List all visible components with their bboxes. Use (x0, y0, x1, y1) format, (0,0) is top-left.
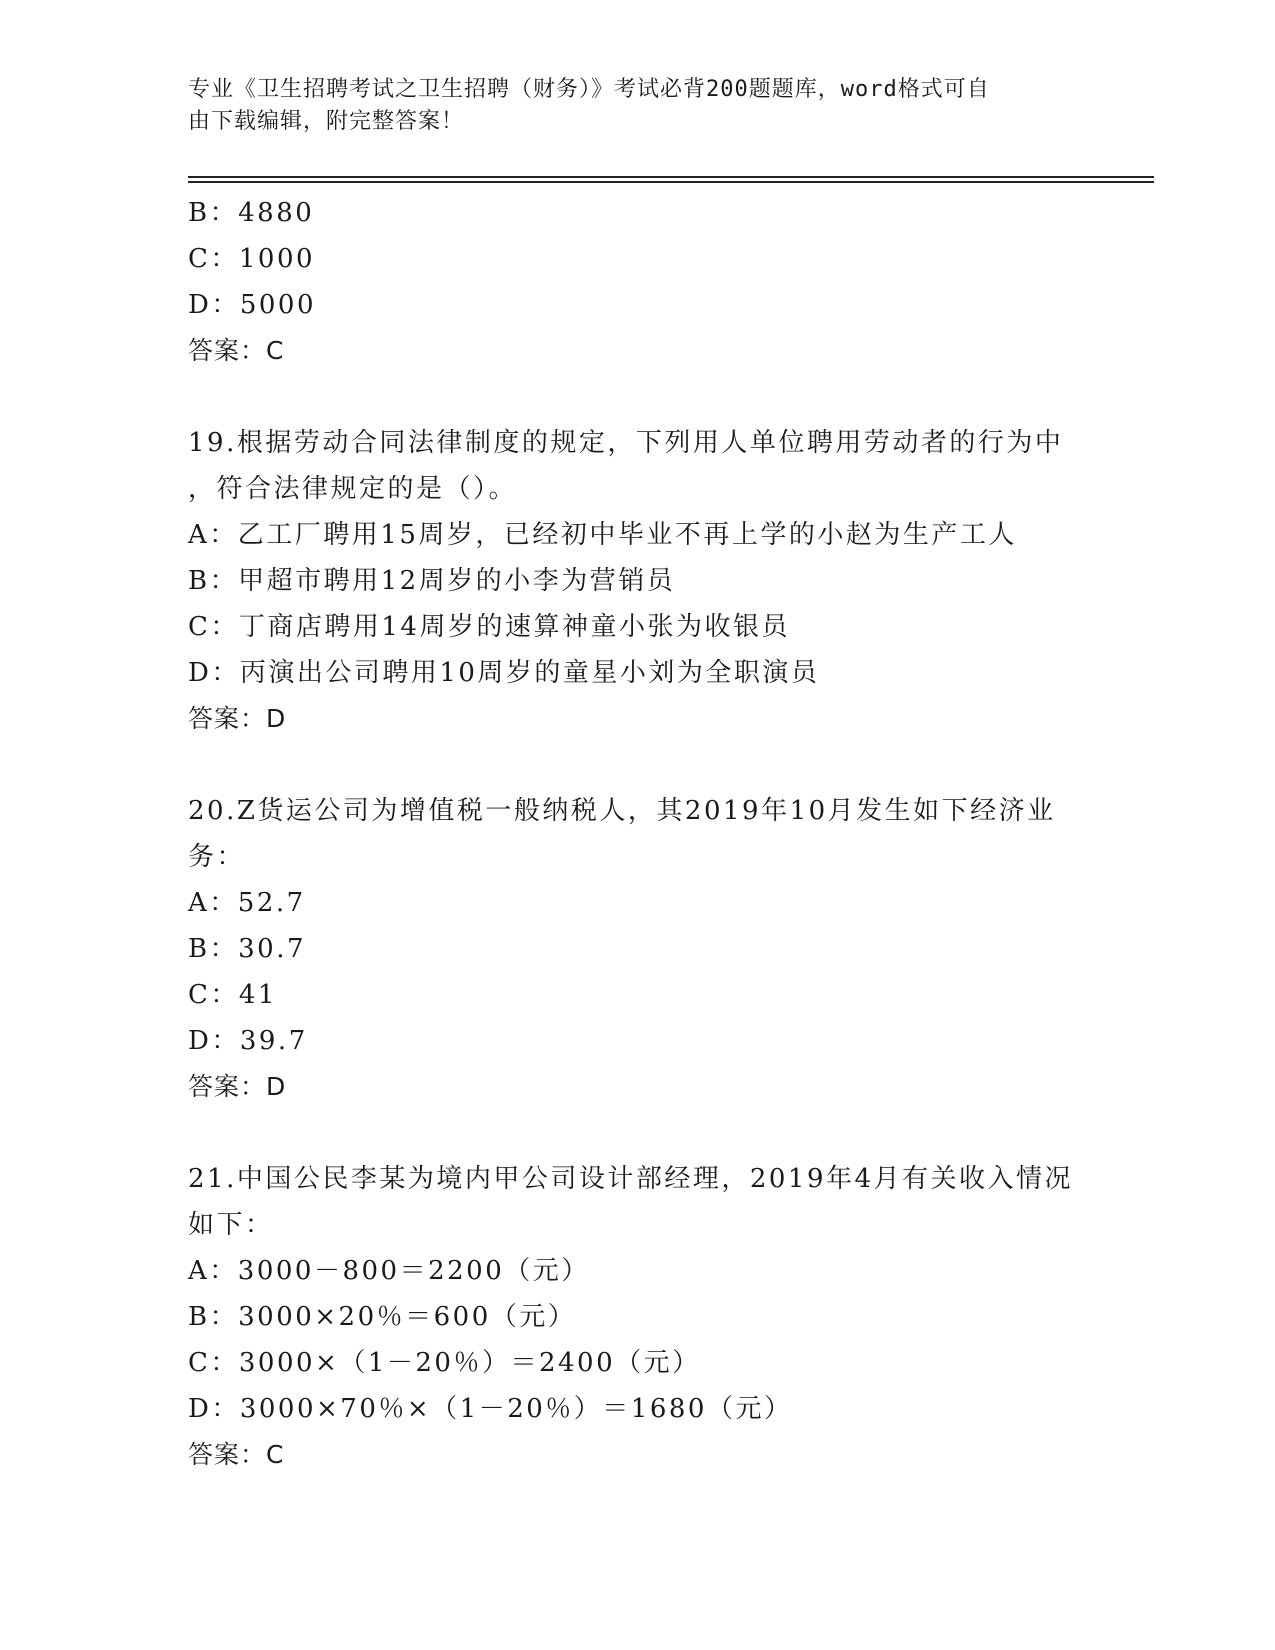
question-stem-continued: 务： (188, 842, 246, 872)
question-21 (188, 1156, 1088, 1478)
option-d: D：5000 (188, 290, 317, 320)
option-c: C：丁商店聘用14周岁的速算神童小张为收银员 (188, 612, 790, 642)
question-18-tail (188, 190, 1088, 374)
answer-line: 答案：C (188, 336, 285, 365)
option-a: A：3000－800＝2200（元） (188, 1256, 590, 1286)
header-divider-top (188, 176, 1154, 178)
option-b: B：甲超市聘用12周岁的小李为营销员 (188, 566, 676, 596)
answer-line: 答案：C (188, 1440, 285, 1469)
option-c: C：41 (188, 980, 277, 1010)
document-header (188, 74, 1068, 138)
answer-line: 答案：D (188, 1072, 287, 1101)
option-b: B：4880 (188, 198, 315, 228)
question-19 (188, 420, 1088, 742)
option-a: A：52.7 (188, 888, 306, 918)
option-c: C：3000×（1－20％）＝2400（元） (188, 1348, 701, 1378)
question-stem: 21.中国公民李某为境内甲公司设计部经理，2019年4月有关收入情况 (188, 1164, 1074, 1194)
header-line-1: 专业《卫生招聘考试之卫生招聘（财务）》考试必背200题题库，word格式可自 (188, 77, 990, 102)
question-stem: 19.根据劳动合同法律制度的规定，下列用人单位聘用劳动者的行为中 (188, 428, 1064, 458)
spacer (188, 374, 1088, 420)
option-c: C：1000 (188, 244, 316, 274)
spacer (188, 742, 1088, 788)
option-b: B：30.7 (188, 934, 306, 964)
option-d: D：丙演出公司聘用10周岁的童星小刘为全职演员 (188, 658, 820, 688)
spacer (188, 1110, 1088, 1156)
option-d: D：39.7 (188, 1026, 308, 1056)
option-b: B：3000×20％＝600（元） (188, 1302, 577, 1332)
option-d: D：3000×70％×（1－20％）＝1680（元） (188, 1394, 793, 1424)
question-stem: 20.Z货运公司为增值税一般纳税人，其2019年10月发生如下经济业 (188, 796, 1056, 826)
answer-line: 答案：D (188, 704, 287, 733)
question-20 (188, 788, 1088, 1110)
question-stem-continued: 如下： (188, 1210, 274, 1240)
question-stem-continued: ，符合法律规定的是（）。 (188, 474, 518, 504)
option-a: A：乙工厂聘用15周岁，已经初中毕业不再上学的小赵为生产工人 (188, 520, 1017, 550)
header-divider-bottom (188, 181, 1154, 183)
document-body (188, 190, 1088, 1478)
header-line-2: 由下载编辑，附完整答案！ (188, 109, 465, 134)
